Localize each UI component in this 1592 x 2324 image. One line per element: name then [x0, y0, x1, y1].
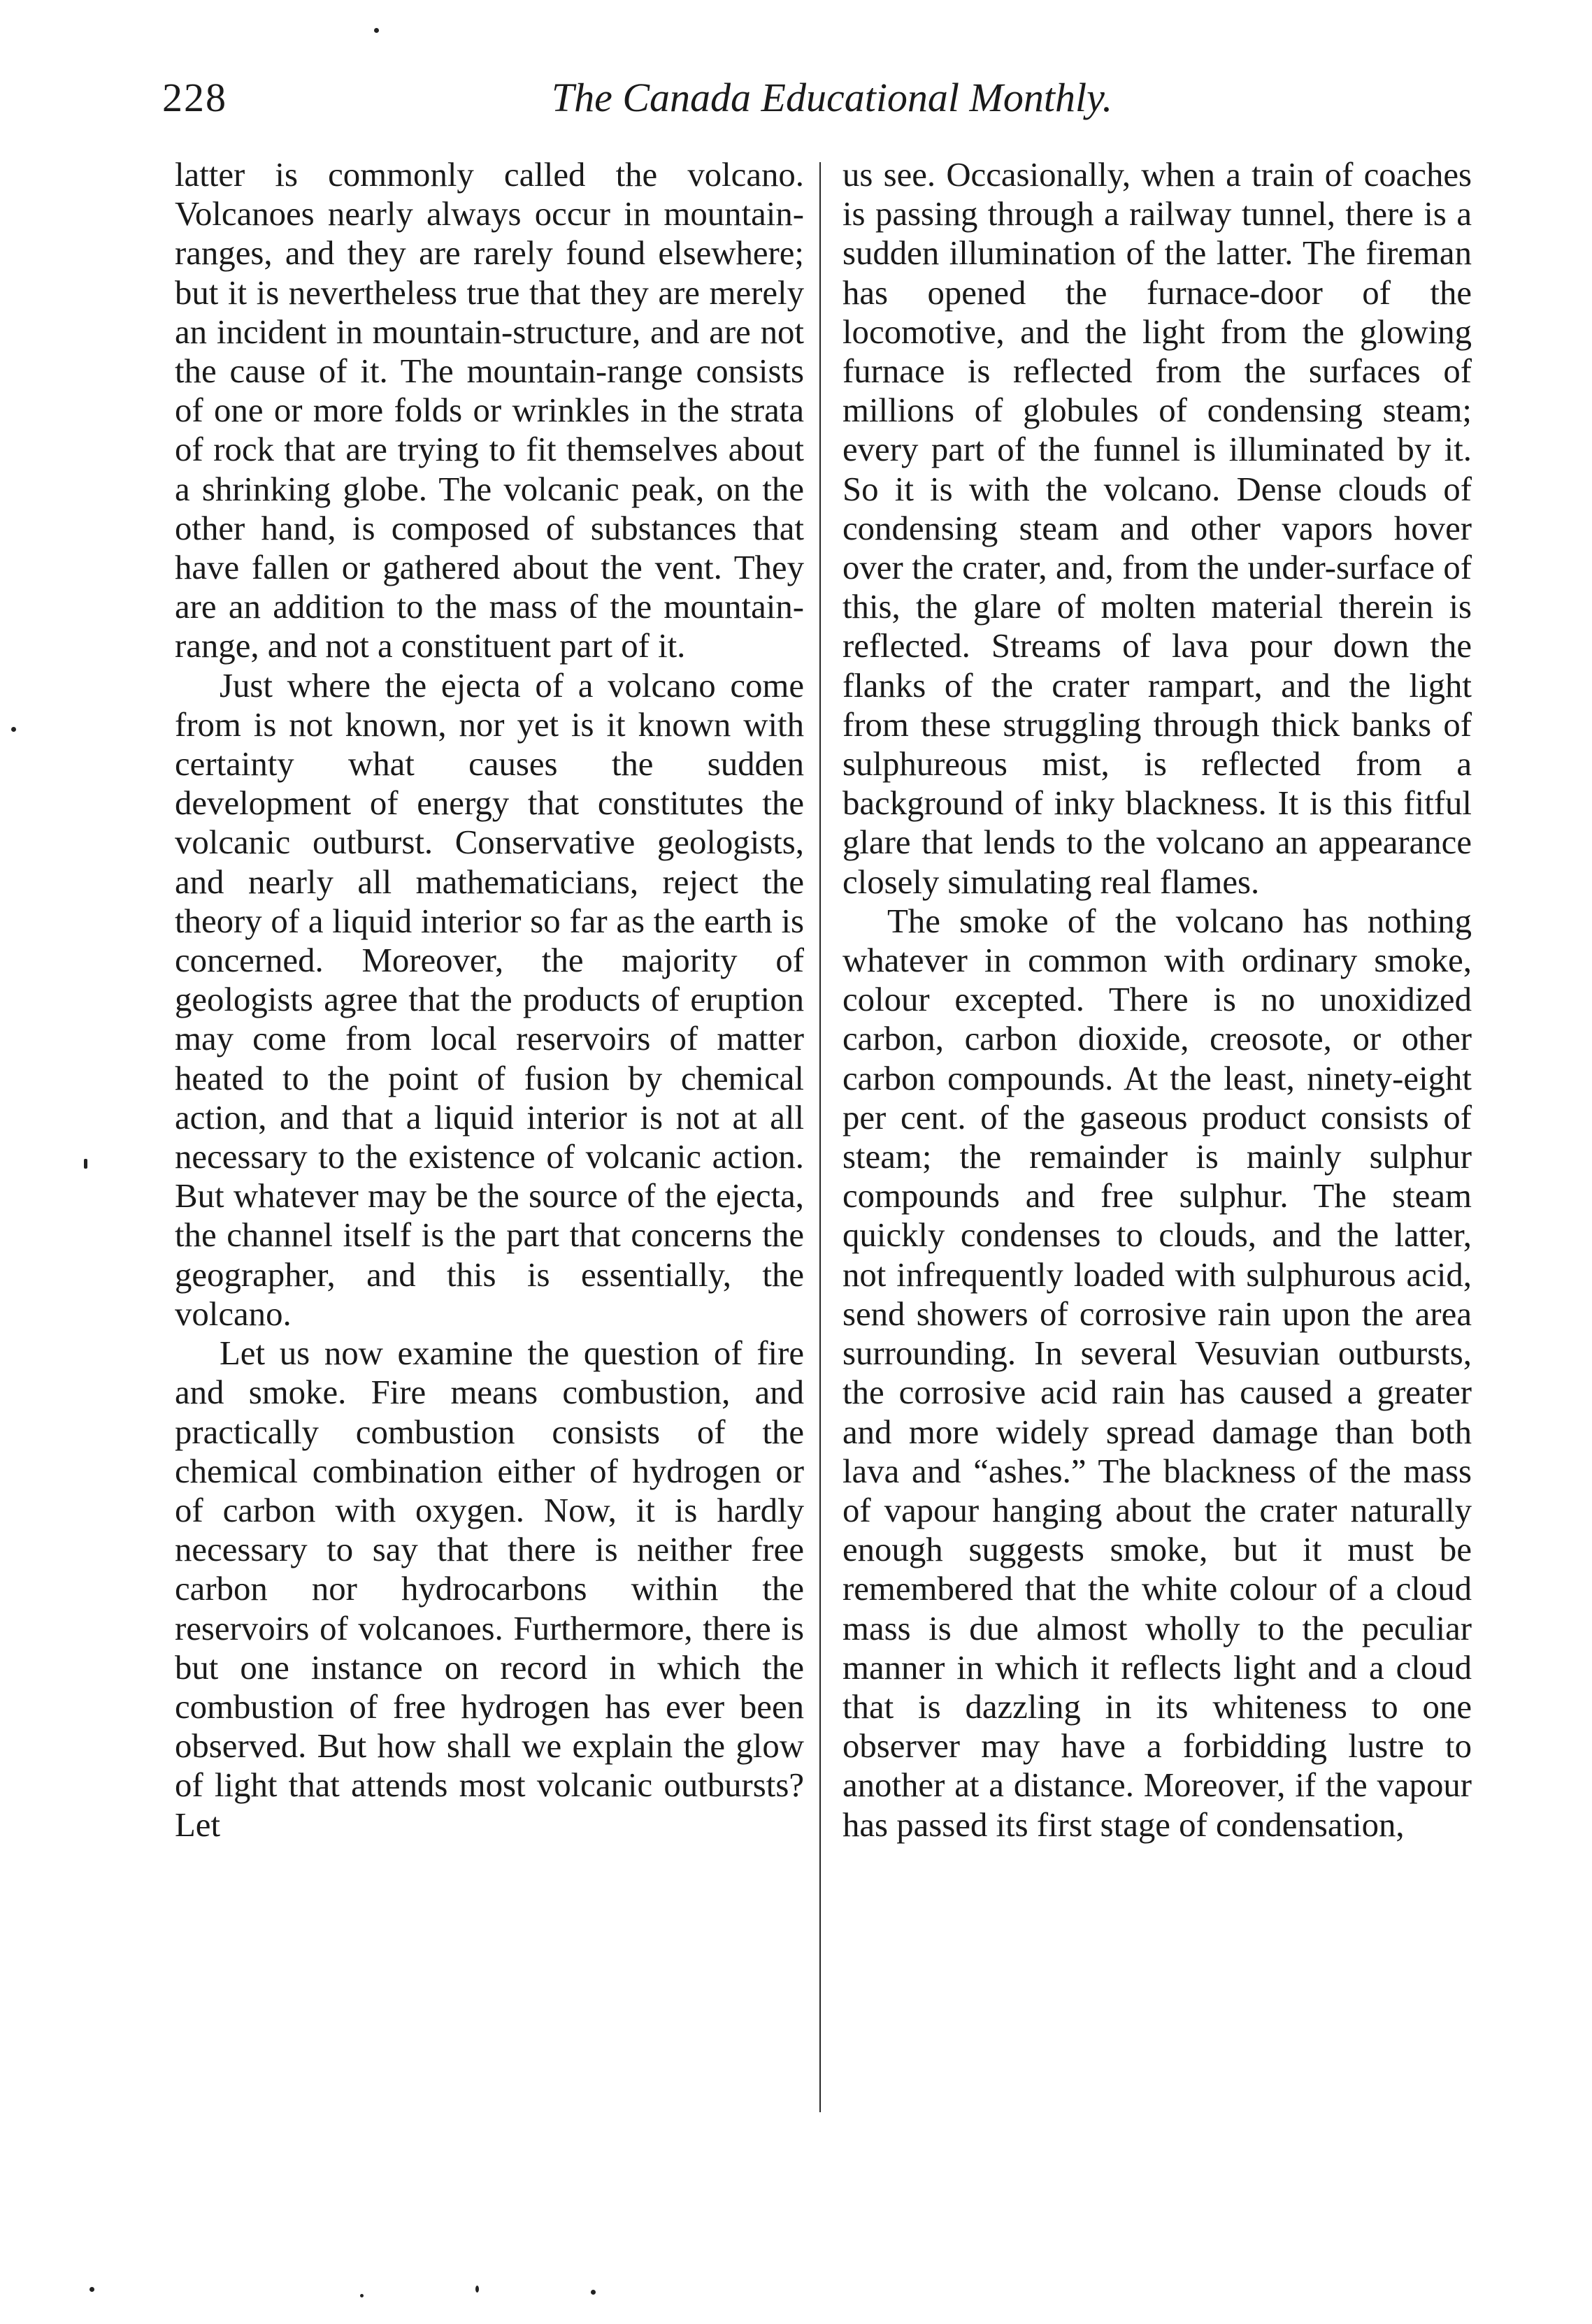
paragraph: The smoke of the volcano has nothing whatever in common with ordinary smoke, colour excepted. There is no unoxidized carbon, carbon dioxide, creosote, or other carbon compounds. At the least, ninety-eight per cent. of the gaseous product consists of steam; the remainder is mainly sulphur compounds and free sulphur. The steam quickly condenses to clouds, and the latter, not infrequently loaded with sulphurous acid, send showers of corrosive rain upon the area surrounding. In several Vesuvian outbursts, the corrosive acid rain has caused a greater and more widely spread damage than both lava and “ashes.” The blackness of the mass of vapour hanging about the crater naturally enough suggests smoke, but it must be remembered that the white colour of a cloud mass is due almost wholly to the peculiar manner in which it reflects light and a cloud that is dazzling in its whiteness to one observer may have a forbidding lustre to another at a distance. Moreover, if the vapour has passed its first stage of condensation, [842, 902, 1472, 1844]
page-number: 228 [162, 75, 227, 120]
scan-speck [591, 2290, 596, 2295]
scan-speck [84, 1159, 87, 1169]
page-header [154, 70, 1468, 126]
left-column [175, 155, 804, 2154]
paragraph: Just where the ejecta of a volcano come from is not known, nor yet is it known with certainty what causes the sudden development of energy that constitutes the volcanic outburst. Conservative geologists, and nearly all mathematicians, reject the theory of a liquid interior so far as the earth is concerned. Moreover, the majority of geologists agree that the products of eruption may come from local reservoirs of matter heated to the point of fusion by chemical action, and that a liquid interior is not at all necessary to the existence of volcanic action. But whatever may be the source of the ejecta, the channel itself is the part that concerns the geographer, and this is essentially, the volcano. [175, 666, 804, 1333]
scan-speck [374, 28, 379, 33]
scan-speck [475, 2286, 479, 2293]
scan-speck [360, 2294, 364, 2297]
running-title: The Canada Educational Monthly. [551, 75, 1113, 120]
column-divider [819, 162, 821, 2112]
paragraph: us see. Occasionally, when a train of coaches is passing through a railway tunnel, there is a sudden illumination of the latter. The fireman has opened the furnace-door of the locomotive, and the light from the glowing furnace is reflected from the surfaces of millions of globules of condensing steam; every part of the funnel is illuminated by it. So it is with the volcano. Dense clouds of condensing steam and other vapors hover over the crater, and, from the under-surface of this, the glare of molten material therein is reflected. Streams of lava pour down the flanks of the crater rampart, and the light from these struggling through thick banks of sulphureous mist, is reflected from a background of inky blackness. It is this fitful glare that lends to the volcano an appearance closely simulating real flames. [842, 156, 1472, 901]
scan-speck [89, 2287, 94, 2292]
scan-speck [11, 727, 16, 732]
right-column [842, 155, 1472, 2154]
paragraph: Let us now examine the question of fire and smoke. Fire means combustion, and practically combustion consists of the chemical combination either of hydrogen or of carbon with oxygen. Now, it is hardly necessary to say that there is neither free carbon nor hydrocarbons within the reservoirs of volcanoes. Furthermore, there is but one instance on record in which the combustion of free hydrogen has ever been observed. But how shall we explain the glow of light that attends most volcanic outbursts? Let [175, 1334, 804, 1844]
paragraph: latter is commonly called the volcano. Volcanoes nearly always occur in mountain-ranges, and they are rarely found elsewhere; but it is nevertheless true that they are merely an incident in mountain-structure, and are not the cause of it. The mountain-range consists of one or more folds or wrinkles in the strata of rock that are trying to fit themselves about a shrinking globe. The volcanic peak, on the other hand, is composed of substances that have fallen or gathered about the vent. They are an addition to the mass of the mountain-range, and not a constituent part of it. [175, 156, 804, 665]
